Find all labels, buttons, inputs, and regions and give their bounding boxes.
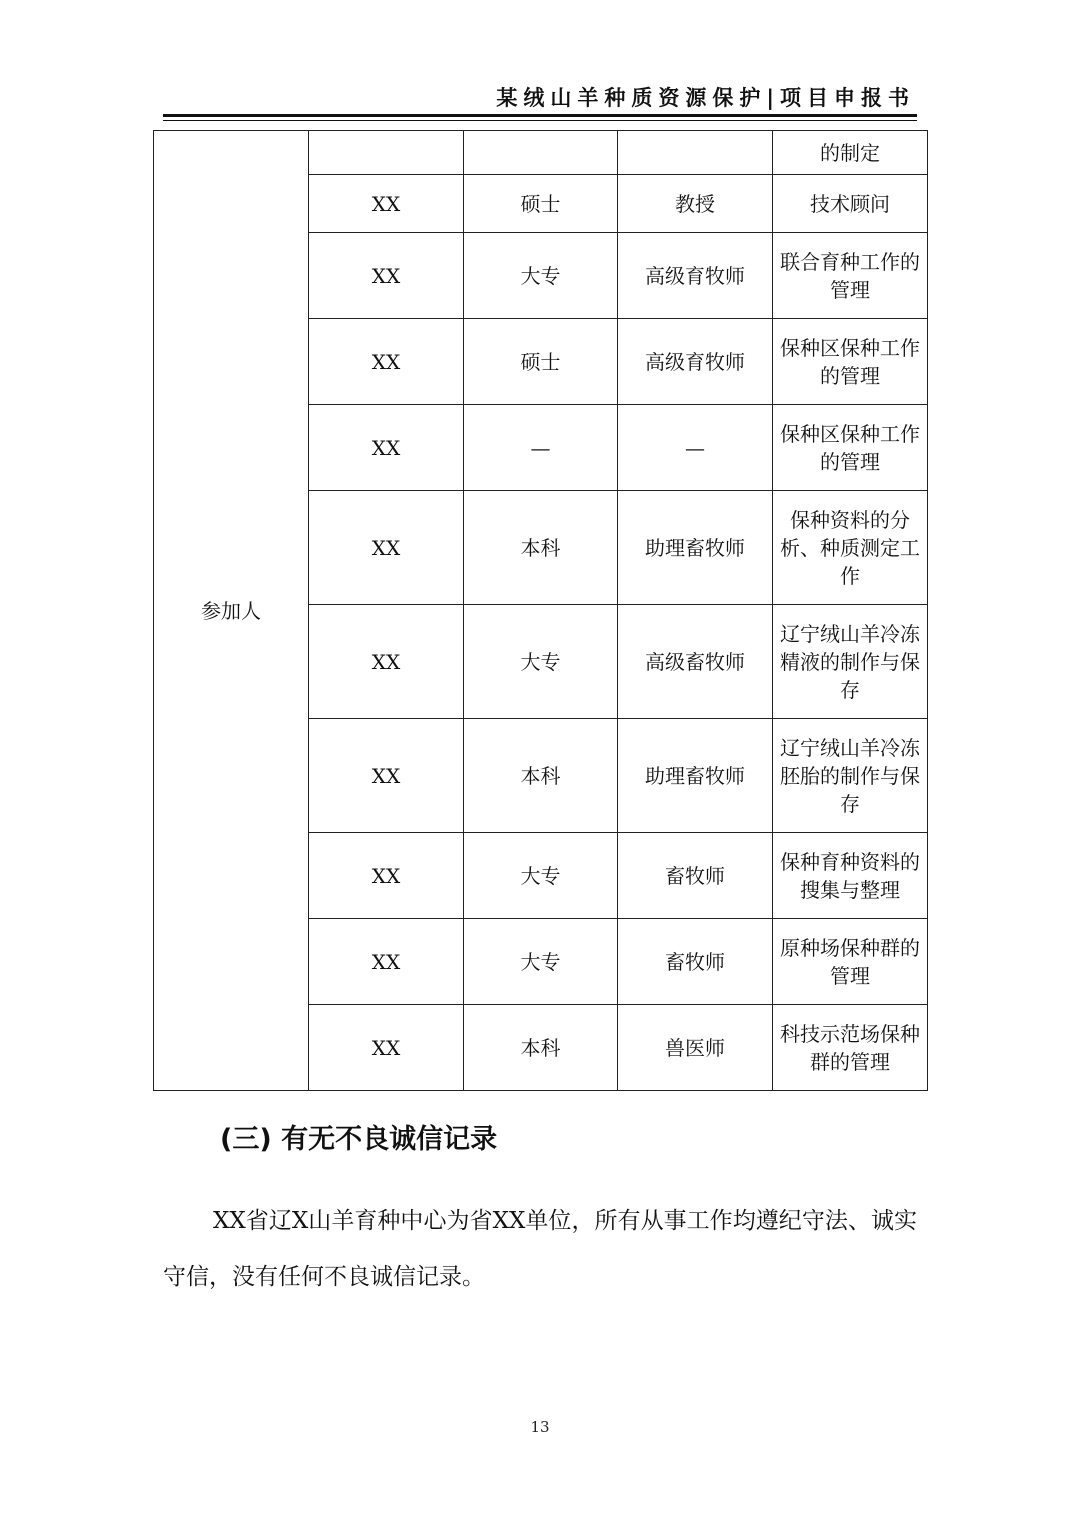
page-number: 13: [530, 1418, 550, 1436]
table-row: [154, 131, 928, 175]
name-cell: XX: [309, 719, 464, 833]
duty-cell: 原种场保种群的管理: [773, 919, 928, 1005]
name-cell: XX: [309, 405, 464, 491]
duty-cell: 技术顾问: [773, 175, 928, 233]
education-cell: 本科: [464, 491, 618, 605]
name-cell: XX: [309, 919, 464, 1005]
table-cell: [618, 131, 773, 175]
name-cell: XX: [309, 833, 464, 919]
title-cell: 高级畜牧师: [618, 605, 773, 719]
education-cell: 本科: [464, 719, 618, 833]
group-label-cell: 参加人: [154, 131, 309, 1091]
duty-cell: 保种区保种工作的管理: [773, 319, 928, 405]
education-cell: 本科: [464, 1005, 618, 1091]
duty-cell: 保种育种资料的搜集与整理: [773, 833, 928, 919]
staff-table: [153, 130, 928, 1091]
title-cell: 高级育牧师: [618, 319, 773, 405]
duty-cell: 辽宁绒山羊冷冻精液的制作与保存: [773, 605, 928, 719]
header-rule-thick: [163, 114, 917, 117]
education-cell: 大专: [464, 605, 618, 719]
education-cell: 大专: [464, 833, 618, 919]
body-paragraph: XX省辽X山羊育种中心为省XX单位，所有从事工作均遵纪守法、诚实守信，没有任何不良诚信记录。: [163, 1208, 917, 1290]
title-cell: 兽医师: [618, 1005, 773, 1091]
title-cell: 高级育牧师: [618, 233, 773, 319]
table-cell: [309, 131, 464, 175]
name-cell: XX: [309, 233, 464, 319]
education-cell: 硕士: [464, 319, 618, 405]
education-cell: —: [464, 405, 618, 491]
duty-cell: 联合育种工作的管理: [773, 233, 928, 319]
title-cell: 助理畜牧师: [618, 719, 773, 833]
duty-cell: 科技示范场保种群的管理: [773, 1005, 928, 1091]
title-cell: —: [618, 405, 773, 491]
name-cell: XX: [309, 1005, 464, 1091]
education-cell: 硕士: [464, 175, 618, 233]
header-rule-thin: [163, 120, 917, 121]
running-header: 某绒山羊种质资源保护|项目申报书: [496, 86, 915, 110]
name-cell: XX: [309, 175, 464, 233]
duty-cell: 辽宁绒山羊冷冻胚胎的制作与保存: [773, 719, 928, 833]
name-cell: XX: [309, 491, 464, 605]
title-cell: 助理畜牧师: [618, 491, 773, 605]
name-cell: XX: [309, 319, 464, 405]
section-heading: (三) 有无不良诚信记录: [220, 1124, 498, 1155]
education-cell: 大专: [464, 233, 618, 319]
title-cell: 教授: [618, 175, 773, 233]
duty-cell: 保种区保种工作的管理: [773, 405, 928, 491]
title-cell: 畜牧师: [618, 833, 773, 919]
education-cell: 大专: [464, 919, 618, 1005]
name-cell: XX: [309, 605, 464, 719]
duty-cell: 的制定: [773, 131, 928, 175]
table-cell: [464, 131, 618, 175]
duty-cell: 保种资料的分析、种质测定工作: [773, 491, 928, 605]
title-cell: 畜牧师: [618, 919, 773, 1005]
